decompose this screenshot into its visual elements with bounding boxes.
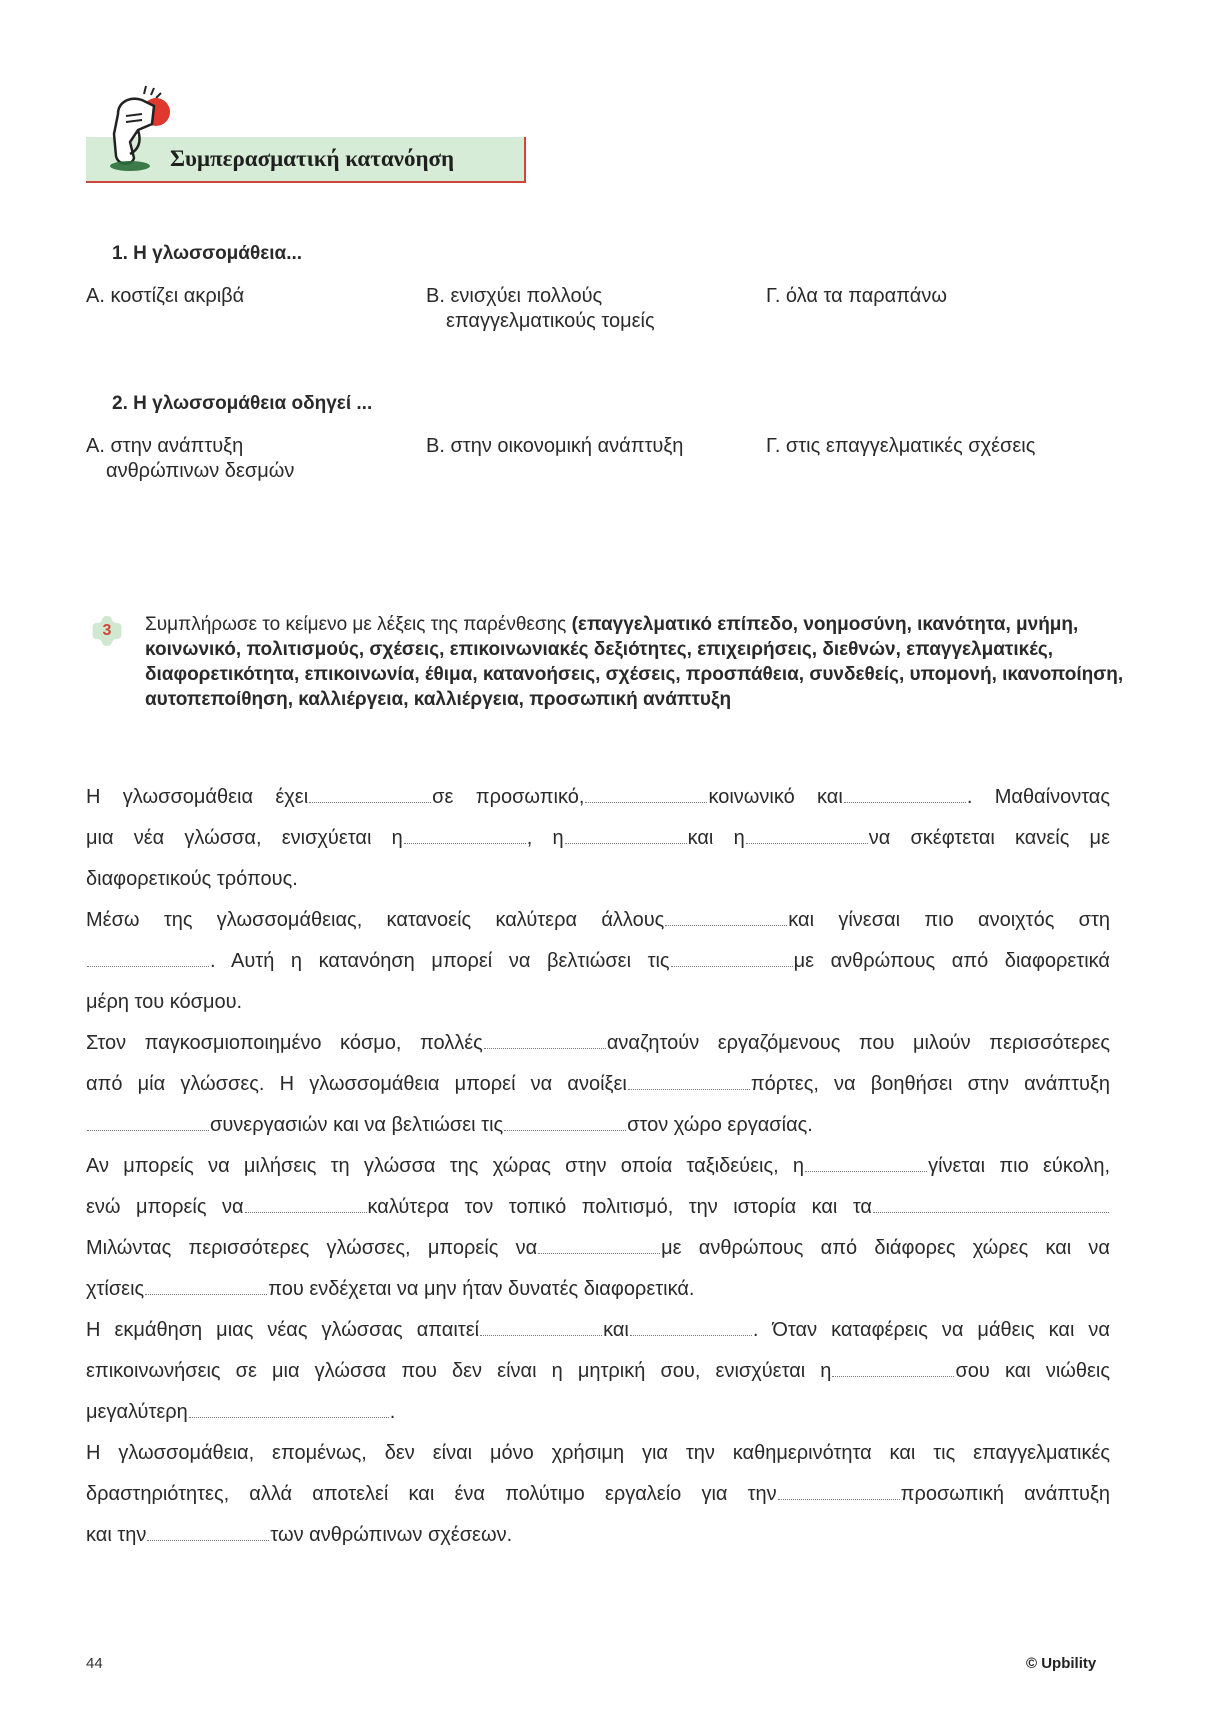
text-segment: και: [603, 1319, 629, 1341]
blank-field[interactable]: [484, 1047, 606, 1049]
text-line: [86, 1146, 1110, 1187]
text-segment: καλύτερα τον τοπικό πολιτισμό, την ιστορία και τα: [367, 1196, 872, 1218]
text-segment: Η γλωσσομάθεια, επομένως, δεν είναι μόνο χρήσιμη για την καθημερινότητα και τις επαγγελματικές: [86, 1442, 1110, 1464]
q1-option-b: [426, 284, 655, 334]
blank-field[interactable]: [87, 965, 209, 967]
text-segment: διαφορετικούς τρόπους.: [86, 868, 298, 890]
text-segment: μια νέα γλώσσα, ενισχύεται η: [86, 827, 403, 849]
q2-option-a: [86, 434, 294, 484]
text-segment: αναζητούν εργαζόμενους που μιλούν περισσότερες: [606, 1032, 1110, 1054]
text-segment: επικοινωνήσεις σε μια γλώσσα που δεν είναι η μητρική σου, ενισχύεται η: [86, 1360, 832, 1382]
text-segment: γίνεται πιο εύκολη,: [928, 1155, 1110, 1177]
blank-field[interactable]: [628, 1088, 750, 1090]
blank-field[interactable]: [671, 965, 793, 967]
q2-option-a-line1: Α. στην ανάπτυξη: [86, 435, 244, 457]
text-line: [86, 1392, 1110, 1433]
blank-field[interactable]: [873, 1211, 1109, 1213]
q2-option-a-line2: ανθρώπινων δεσμών: [106, 460, 295, 482]
text-segment: χτίσεις: [86, 1278, 145, 1300]
text-line: [86, 859, 1110, 900]
instructions-intro: Συμπλήρωσε το κείμενο με λέξεις της παρένθεσης: [145, 614, 567, 635]
question-1-title: 1. Η γλωσσομάθεια...: [112, 243, 303, 264]
blank-field[interactable]: [189, 1416, 389, 1418]
blank-field[interactable]: [746, 842, 868, 844]
blank-field[interactable]: [504, 1129, 626, 1131]
text-segment: και γίνεσαι πιο ανοιχτός στη: [788, 909, 1111, 931]
text-segment: πόρτες, να βοηθήσει στην ανάπτυξη: [750, 1073, 1110, 1095]
text-segment: από μία γλώσσες. Η γλωσσομάθεια μπορεί να ανοίξει: [86, 1073, 627, 1095]
text-segment: . Μαθαίνοντας: [966, 786, 1111, 808]
q1-option-b-line2: επαγγελματικούς τομείς: [446, 310, 655, 332]
blank-field[interactable]: [805, 1170, 927, 1172]
blank-field[interactable]: [245, 1211, 367, 1213]
blank-field[interactable]: [844, 801, 966, 803]
text-line: [86, 1474, 1110, 1515]
q1-option-a: Α. κοστίζει ακριβά: [86, 285, 245, 307]
text-segment: και η: [687, 827, 745, 849]
text-segment: Αν μπορείς να μιλήσεις τη γλώσσα της χώρας στην οποία ταξιδεύεις, η: [86, 1155, 805, 1177]
blank-field[interactable]: [778, 1498, 900, 1500]
text-line: [86, 1310, 1110, 1351]
text-segment: στον χώρο εργασίας.: [627, 1114, 813, 1136]
blank-field[interactable]: [832, 1375, 954, 1377]
text-segment: μέρη του κόσμου.: [86, 991, 243, 1013]
text-segment: των ανθρώπινων σχέσεων.: [270, 1524, 513, 1546]
text-segment: ενώ μπορείς να: [86, 1196, 244, 1218]
text-line: [86, 982, 1110, 1023]
text-line: [86, 1064, 1110, 1105]
text-segment: σου και νιώθεις: [955, 1360, 1110, 1382]
blank-field[interactable]: [480, 1334, 602, 1336]
text-segment: σε προσωπικό,: [432, 786, 585, 808]
text-segment: , η: [526, 827, 564, 849]
text-line: [86, 1269, 1110, 1310]
q2-option-b: Β. στην οικονομική ανάπτυξη: [426, 435, 684, 457]
blank-field[interactable]: [630, 1334, 752, 1336]
blank-field[interactable]: [147, 1539, 269, 1541]
question-2-title: 2. Η γλωσσομάθεια οδηγεί ...: [112, 393, 373, 414]
text-segment: συνεργασιών και να βελτιώσει τις: [210, 1114, 504, 1136]
text-segment: με ανθρώπους από διάφορες χώρες και να: [661, 1237, 1110, 1259]
q2-option-c: Γ. στις επαγγελματικές σχέσεις: [766, 435, 1036, 457]
blank-field[interactable]: [145, 1293, 267, 1295]
blank-field[interactable]: [565, 842, 687, 844]
text-line: [86, 1187, 1110, 1228]
text-segment: Μέσω της γλωσσομάθειας, κατανοείς καλύτερα άλλους: [86, 909, 665, 931]
text-line: [86, 900, 1110, 941]
blank-field[interactable]: [404, 842, 526, 844]
blank-field[interactable]: [538, 1252, 660, 1254]
text-line: [86, 941, 1110, 982]
text-segment: να σκέφτεται κανείς με: [868, 827, 1110, 849]
text-segment: . Όταν καταφέρεις να μάθεις και να: [752, 1319, 1110, 1341]
text-line: [86, 818, 1110, 859]
text-segment: κοινωνικό και: [708, 786, 843, 808]
blank-field[interactable]: [585, 801, 707, 803]
section-title: Συμπερασματική κατανόηση: [170, 146, 455, 171]
exercise-instructions: [145, 612, 1125, 712]
blank-field[interactable]: [665, 924, 787, 926]
text-segment: Η γλωσσομάθεια έχει: [86, 786, 309, 808]
blank-field[interactable]: [87, 1129, 209, 1131]
page-number: 44: [86, 1655, 103, 1672]
exercise-number: 3: [102, 622, 112, 639]
text-segment: Η εκμάθηση μιας νέας γλώσσας απαιτεί: [86, 1319, 480, 1341]
text-line: [86, 1105, 1110, 1146]
text-segment: που ενδέχεται να μην ήταν δυνατές διαφορετικά.: [268, 1278, 695, 1300]
q1-option-b-line1: Β. ενισχύει πολλούς: [426, 285, 603, 307]
text-segment: μεγαλύτερη: [86, 1401, 188, 1423]
text-line: [86, 1228, 1110, 1269]
text-segment: .: [389, 1401, 396, 1423]
text-segment: δραστηριότητες, αλλά αποτελεί και ένα πολύτιμο εργαλείο για την: [86, 1483, 777, 1505]
text-segment: Μιλώντας περισσότερες γλώσσες, μπορείς να: [86, 1237, 538, 1259]
brand-copyright: © Upbility: [1026, 1655, 1097, 1672]
text-line: [86, 777, 1110, 818]
text-segment: προσωπική ανάπτυξη: [900, 1483, 1110, 1505]
text-segment: . Αυτή η κατανόηση μπορεί να βελτιώσει τις: [210, 950, 670, 972]
text-line: [86, 1433, 1110, 1474]
fill-in-text: [86, 777, 1110, 1556]
text-line: [86, 1515, 1110, 1556]
q1-option-c: Γ. όλα τα παραπάνω: [766, 285, 947, 307]
blank-field[interactable]: [309, 801, 431, 803]
text-line: [86, 1023, 1110, 1064]
instructions-word-bank: (επαγγελματικό επίπεδο, νοημοσύνη, ικανότητα, μνήμη, κοινωνικό, πολιτισμούς, σχέσεις, επικοινωνιακές δεξιότητες, επιχειρήσεις, διεθνών, επαγγελματικές, διαφορετικότητα, επικοινωνία, έθιμα, κατανοήσεις, σχέσεις, προσπάθεια, συνδεθείς, υπομονή, ικανοποίηση, αυτοπεποίθηση, καλλιέργεια, καλλιέργεια, προσωπική ανάπτυξη: [145, 614, 1124, 710]
text-line: [86, 1351, 1110, 1392]
text-segment: με ανθρώπους από διαφορετικά: [793, 950, 1110, 972]
text-segment: Στον παγκοσμιοποιημένο κόσμο, πολλές: [86, 1032, 483, 1054]
text-segment: και την: [86, 1524, 147, 1546]
